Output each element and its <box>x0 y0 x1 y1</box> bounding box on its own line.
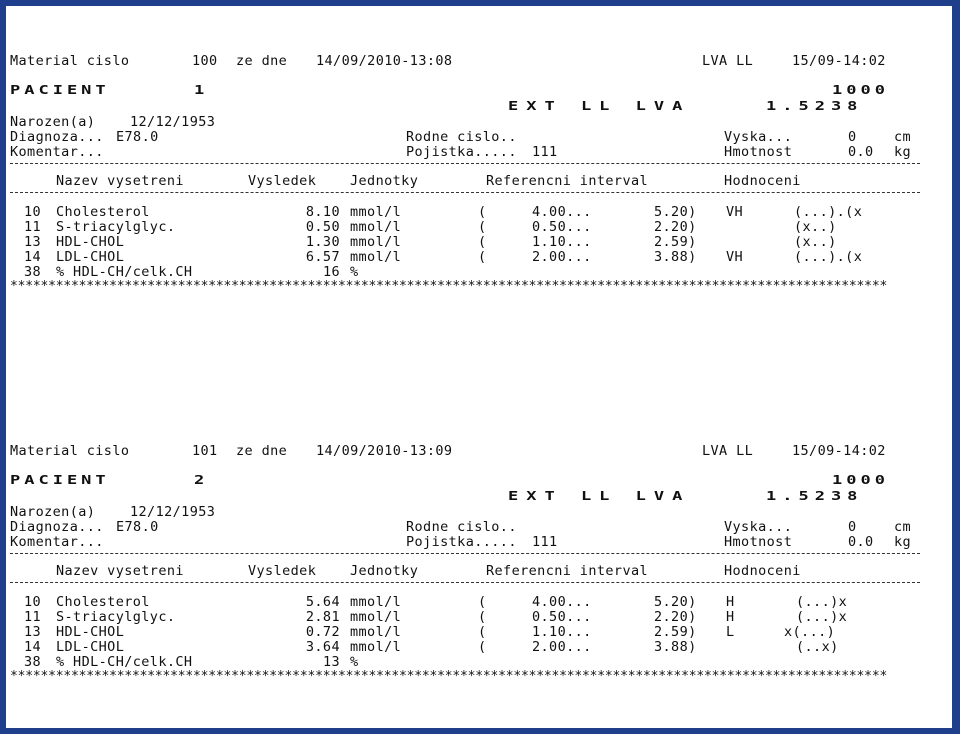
result-graph: (...).(x <box>794 204 863 220</box>
ref-open: ( <box>478 639 487 655</box>
test-result: 6.57 <box>305 249 340 265</box>
ref-low: 0.50... <box>532 609 592 625</box>
test-unit: % <box>350 654 359 670</box>
test-result: 2.81 <box>305 609 340 625</box>
test-unit: mmol/l <box>350 219 402 235</box>
material-number: 100 <box>192 53 218 69</box>
test-name: S-triacylglyc. <box>56 219 176 235</box>
insurance-value: 111 <box>532 144 558 160</box>
test-name: HDL-CHOL <box>56 624 125 640</box>
patient-label: PACIENT <box>10 473 110 488</box>
asterisk-divider: ******************************************************************************************************************* <box>10 670 888 684</box>
diagnosis-label: Diagnoza... <box>10 129 104 145</box>
test-name: Cholesterol <box>56 204 150 220</box>
column-units: Jednotky <box>350 173 419 189</box>
birth-label: Narozen(a) <box>10 504 96 520</box>
height-label: Vyska... <box>724 129 793 145</box>
code-1000: 1000 <box>832 473 889 488</box>
date-label: ze dne <box>236 53 288 69</box>
diagnosis-label: Diagnoza... <box>10 519 104 535</box>
diagnosis-value: E78.0 <box>116 129 159 145</box>
test-name: S-triacylglyc. <box>56 609 176 625</box>
column-reference: Referencni interval <box>486 173 649 189</box>
result-graph: (...).(x <box>794 249 863 265</box>
test-unit: % <box>350 264 359 280</box>
test-code: 13 <box>24 624 42 640</box>
test-name: LDL-CHOL <box>56 249 125 265</box>
test-result: 16 <box>322 264 340 280</box>
birth-date: 12/12/1953 <box>130 114 216 130</box>
dashed-divider <box>10 553 920 554</box>
birth-label: Narozen(a) <box>10 114 96 130</box>
test-code: 14 <box>24 639 42 655</box>
weight-label: Hmotnost <box>724 144 793 160</box>
result-graph: (x..) <box>794 219 837 235</box>
ref-open: ( <box>478 594 487 610</box>
patient-number: 1 <box>194 83 209 98</box>
ref-high: 5.20) <box>654 594 697 610</box>
date-label: ze dne <box>236 443 288 459</box>
weight-value: 0.0 <box>848 534 874 550</box>
test-result: 1.30 <box>305 234 340 250</box>
insurance-value: 111 <box>532 534 558 550</box>
comment-label: Komentar... <box>10 534 104 550</box>
test-code: 13 <box>24 234 42 250</box>
dashed-divider <box>10 163 920 164</box>
dashed-divider <box>10 582 920 583</box>
collection-date: 14/09/2010-13:08 <box>316 53 453 69</box>
ref-high: 5.20) <box>654 204 697 220</box>
ext-line: EXT LL LVA <box>508 489 691 504</box>
patient-number: 2 <box>194 473 209 488</box>
ref-open: ( <box>478 249 487 265</box>
height-unit: cm <box>894 129 912 145</box>
column-test-name: Nazev vysetreni <box>56 173 184 189</box>
material-label: Material cislo <box>10 53 130 69</box>
ext-line: EXT LL LVA <box>508 99 691 114</box>
test-name: % HDL-CH/celk.CH <box>56 264 193 280</box>
height-value: 0 <box>848 519 857 535</box>
ref-high: 2.59) <box>654 234 697 250</box>
code-1000: 1000 <box>832 83 889 98</box>
column-evaluation: Hodnoceni <box>724 173 801 189</box>
diagnosis-value: E78.0 <box>116 519 159 535</box>
ref-high: 2.20) <box>654 609 697 625</box>
column-units: Jednotky <box>350 563 419 579</box>
asterisk-divider: ******************************************************************************************************************* <box>10 280 888 294</box>
comment-label: Komentar... <box>10 144 104 160</box>
ref-low: 0.50... <box>532 219 592 235</box>
collection-date: 14/09/2010-13:09 <box>316 443 453 459</box>
test-result: 0.72 <box>305 624 340 640</box>
ref-high: 2.20) <box>654 219 697 235</box>
result-graph: (...)x <box>796 609 848 625</box>
test-unit: mmol/l <box>350 594 402 610</box>
print-time: 15/09-14:02 <box>792 443 886 459</box>
test-unit: mmol/l <box>350 204 402 220</box>
test-code: 38 <box>24 264 42 280</box>
column-reference: Referencni interval <box>486 563 649 579</box>
test-unit: mmol/l <box>350 624 402 640</box>
weight-unit: kg <box>894 534 912 550</box>
height-value: 0 <box>848 129 857 145</box>
test-unit: mmol/l <box>350 639 402 655</box>
weight-unit: kg <box>894 144 912 160</box>
test-name: Cholesterol <box>56 594 150 610</box>
lab-report-1 <box>6 6 952 306</box>
lab-report-2 <box>6 396 952 696</box>
ref-open: ( <box>478 609 487 625</box>
insurance-label: Pojistka..... <box>406 534 517 550</box>
patient-label: PACIENT <box>10 83 110 98</box>
result-flag: H <box>726 594 735 610</box>
test-name: HDL-CHOL <box>56 234 125 250</box>
column-test-name: Nazev vysetreni <box>56 563 184 579</box>
test-code: 10 <box>24 204 42 220</box>
test-code: 11 <box>24 609 42 625</box>
lab-code: LVA LL <box>702 443 754 459</box>
test-unit: mmol/l <box>350 234 402 250</box>
weight-value: 0.0 <box>848 144 874 160</box>
ref-open: ( <box>478 234 487 250</box>
birth-number-label: Rodne cislo.. <box>406 129 517 145</box>
ref-open: ( <box>478 219 487 235</box>
result-flag: VH <box>726 249 744 265</box>
column-evaluation: Hodnoceni <box>724 563 801 579</box>
column-result: Vysledek <box>248 563 317 579</box>
test-code: 11 <box>24 219 42 235</box>
result-flag: VH <box>726 204 744 220</box>
birth-date: 12/12/1953 <box>130 504 216 520</box>
material-number: 101 <box>192 443 218 459</box>
result-flag: H <box>726 609 735 625</box>
ref-high: 2.59) <box>654 624 697 640</box>
test-unit: mmol/l <box>350 249 402 265</box>
print-time: 15/09-14:02 <box>792 53 886 69</box>
result-flag: L <box>726 624 735 640</box>
ref-low: 4.00... <box>532 594 592 610</box>
test-code: 10 <box>24 594 42 610</box>
birth-number-label: Rodne cislo.. <box>406 519 517 535</box>
material-label: Material cislo <box>10 443 130 459</box>
result-graph: x(...) <box>784 624 836 640</box>
ref-open: ( <box>478 624 487 640</box>
dashed-divider <box>10 192 920 193</box>
lab-code: LVA LL <box>702 53 754 69</box>
result-graph: (...)x <box>796 594 848 610</box>
test-code: 38 <box>24 654 42 670</box>
ref-low: 1.10... <box>532 624 592 640</box>
test-code: 14 <box>24 249 42 265</box>
ref-low: 4.00... <box>532 204 592 220</box>
height-label: Vyska... <box>724 519 793 535</box>
result-graph: (..x) <box>796 639 839 655</box>
report-sheet <box>6 6 952 728</box>
test-result: 3.64 <box>305 639 340 655</box>
ref-low: 2.00... <box>532 249 592 265</box>
test-result: 13 <box>322 654 340 670</box>
ref-high: 3.88) <box>654 249 697 265</box>
weight-label: Hmotnost <box>724 534 793 550</box>
result-graph: (x..) <box>794 234 837 250</box>
column-result: Vysledek <box>248 173 317 189</box>
ext-value: 1.5238 <box>766 99 864 114</box>
insurance-label: Pojistka..... <box>406 144 517 160</box>
test-result: 8.10 <box>305 204 340 220</box>
test-result: 5.64 <box>305 594 340 610</box>
ref-high: 3.88) <box>654 639 697 655</box>
ref-open: ( <box>478 204 487 220</box>
test-result: 0.50 <box>305 219 340 235</box>
test-unit: mmol/l <box>350 609 402 625</box>
ext-value: 1.5238 <box>766 489 864 504</box>
ref-low: 1.10... <box>532 234 592 250</box>
ref-low: 2.00... <box>532 639 592 655</box>
height-unit: cm <box>894 519 912 535</box>
test-name: % HDL-CH/celk.CH <box>56 654 193 670</box>
test-name: LDL-CHOL <box>56 639 125 655</box>
